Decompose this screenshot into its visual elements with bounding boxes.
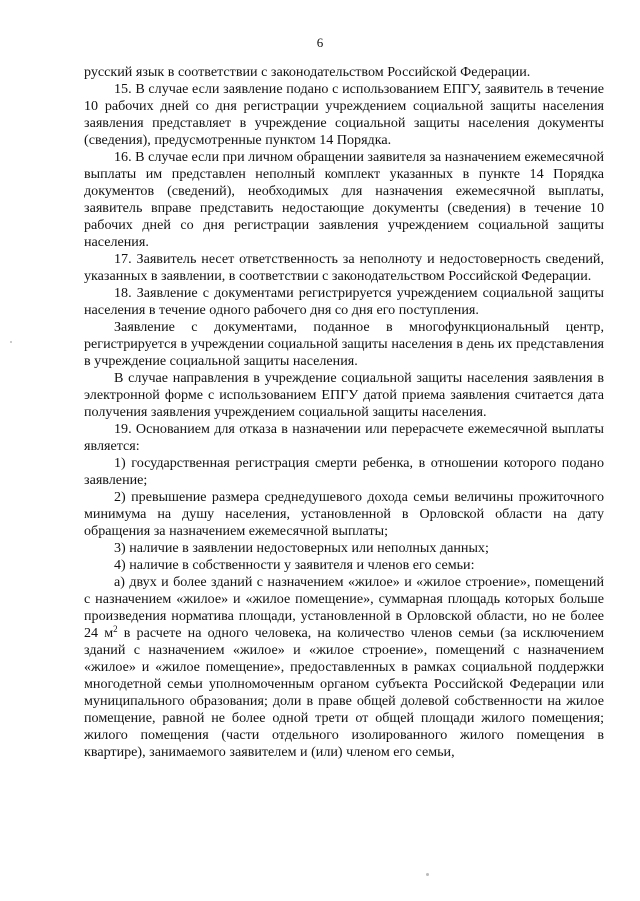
- paragraph-item-19: 19. Основанием для отказа в назначении или перерасчете ежемесячной выплаты является:: [84, 421, 604, 454]
- scan-speck: [10, 341, 12, 343]
- subitem-1: 1) государственная регистрация смерти ребенка, в отношении которого подано заявление;: [84, 455, 604, 488]
- subitem-4a-text-cont: в расчете на одного человека, на количество членов семьи (за исключением зданий с назначением «жилое» и «жилое строение», помещений с назначением «жилое» и «жилое помещение», предоставленных в рамках социальной поддержки многодетной семьи уполномоченным органом субъекта Российской Федерации или муниципального образования; доли в праве общей долевой собственности на жилое помещение, равной не более одной трети от общей площади жилого помещения; жилого помещения (части отдельного изолированного жилого помещения в квартире), занимаемого заявителем и (или) членом его семьи,: [84, 625, 604, 760]
- superscript-2: 2: [113, 624, 118, 634]
- scan-speck: [426, 873, 429, 876]
- paragraph-item-17: 17. Заявитель несет ответственность за неполноту и недостоверность сведений, указанных в заявлении, в соответствии с законодательством Российской Федерации.: [84, 251, 604, 284]
- page-number: 6: [316, 35, 324, 50]
- paragraph-item-16: 16. В случае если при личном обращении заявителя за назначением ежемесячной выплаты им представлен неполный комплект указанных в пункте 14 Порядка документов (сведений), необходимых для назначения ежемесячной выплаты, заявитель вправе представить недостающие документы (сведения) в течение 10 рабочих дней со дня регистрации заявления учреждением социальной защиты населения.: [84, 149, 604, 250]
- paragraph-electronic-submission: В случае направления в учреждение социальной защиты населения заявления в электронной форме с использованием ЕПГУ датой приема заявления считается дата получения заявления учреждением социальной защиты населения.: [84, 370, 604, 420]
- paragraph-mfc-registration: Заявление с документами, поданное в многофункциональный центр, регистрируется в учреждении социальной защиты населения в день их представления в учреждение социальной защиты населения.: [84, 319, 604, 369]
- document-body: [84, 64, 604, 761]
- paragraph-item-18: 18. Заявление с документами регистрируется учреждением социальной защиты населения в течение одного рабочего дня со дня его поступления.: [84, 285, 604, 318]
- subitem-2: 2) превышение размера среднедушевого дохода семьи величины прожиточного минимума на душу населения, установленной в Орловской области на дату обращения за назначением ежемесячной выплаты;: [84, 489, 604, 539]
- paragraph-continuation: русский язык в соответствии с законодательством Российской Федерации.: [84, 64, 531, 80]
- subitem-4: 4) наличие в собственности у заявителя и членов его семьи:: [114, 557, 475, 573]
- subitem-4a-text: а) двух и более зданий с назначением «жилое» и «жилое строение», помещений с назначением «жилое» и «жилое помещение», суммарная площадь которых больше произведения норматива площади, установленной в Орловской области, но не более 24 м: [84, 574, 604, 641]
- paragraph-item-15: 15. В случае если заявление подано с использованием ЕПГУ, заявитель в течение 10 рабочих дней со дня регистрации учреждением социальной защиты населения заявления представляет в учреждение социальной защиты населения документы (сведения), предусмотренные пунктом 14 Порядка.: [84, 81, 604, 148]
- subitem-4a: [84, 574, 604, 761]
- subitem-3: 3) наличие в заявлении недостоверных или неполных данных;: [114, 540, 489, 556]
